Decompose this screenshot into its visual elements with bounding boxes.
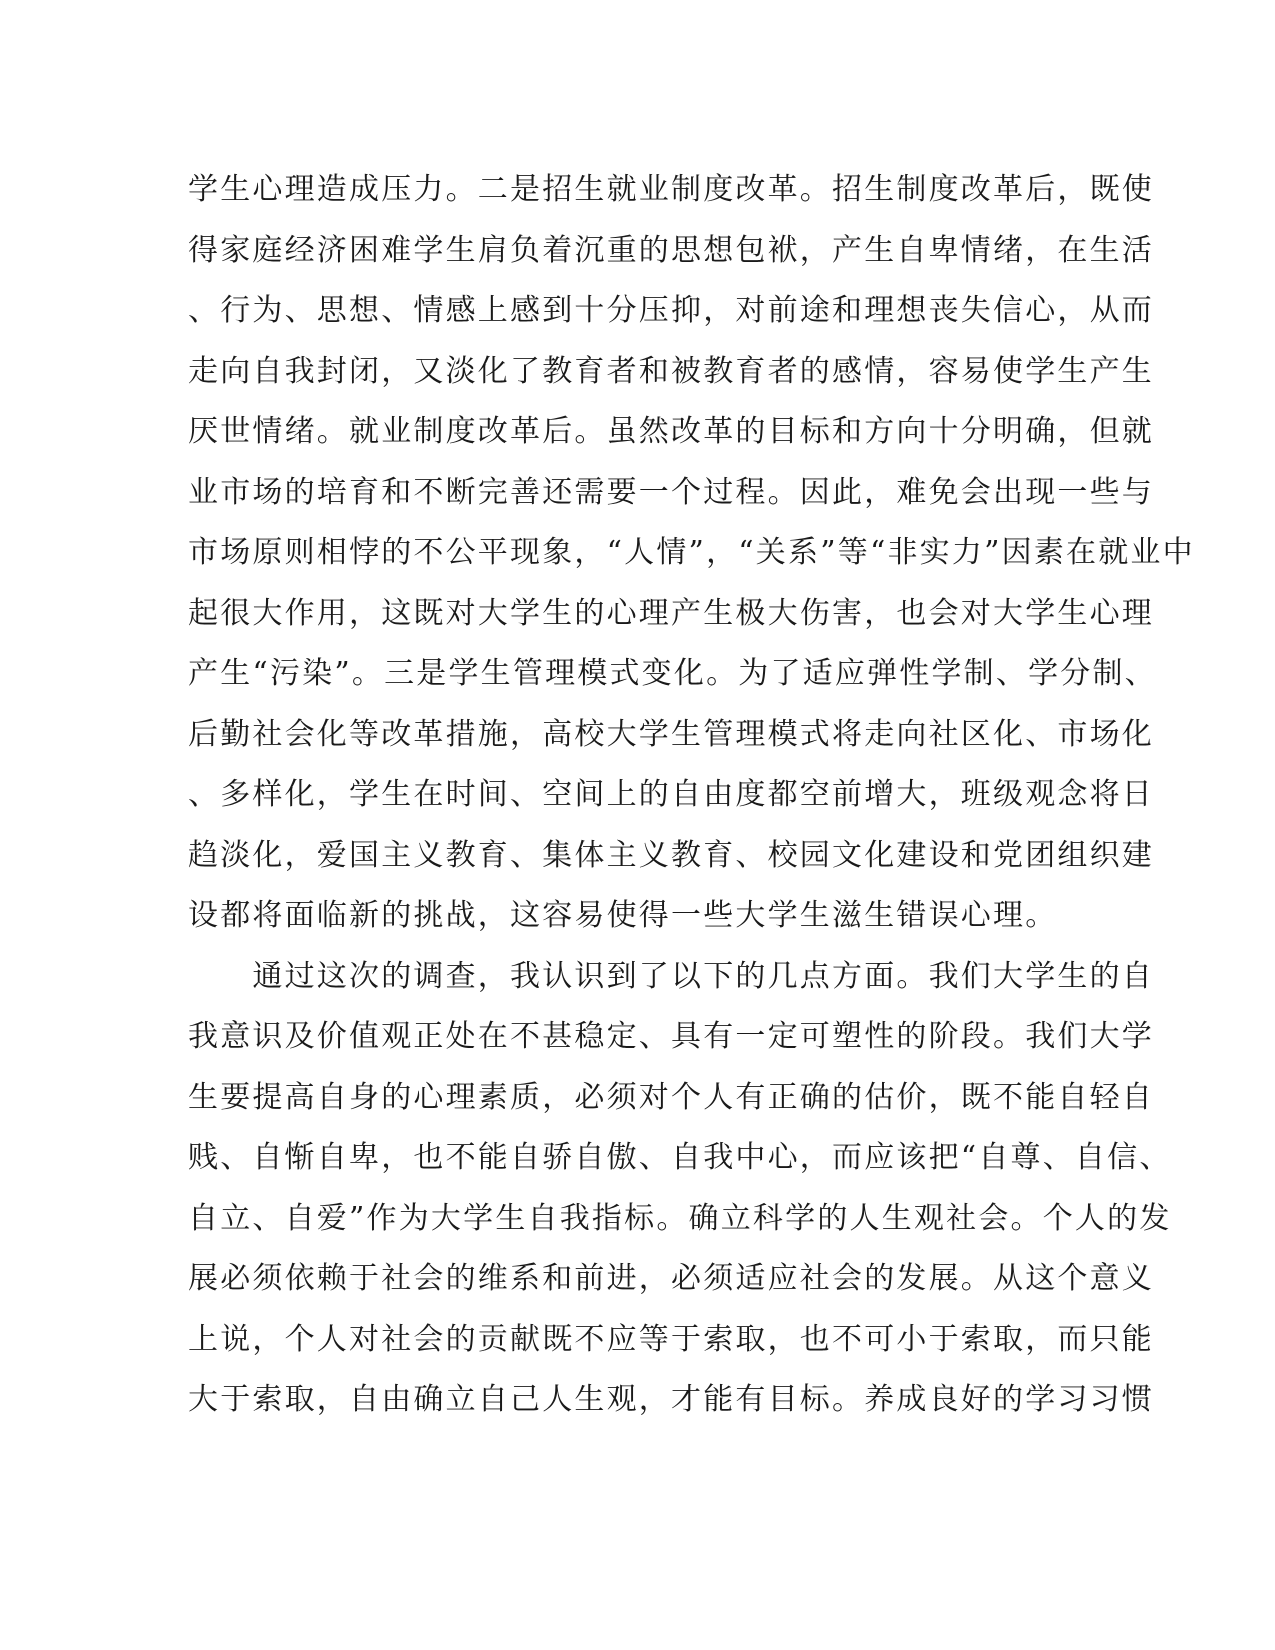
text-line: 贱、自惭自卑，也不能自骄自傲、自我中心，而应该把“自尊、自信、 (188, 1140, 1172, 1175)
text-line: 生要提高自身的心理素质，必须对个人有正确的估价，既不能自轻自 (188, 1079, 1154, 1115)
text-line: 业市场的培育和不断完善还需要一个过程。因此，难免会出现一些与 (188, 474, 1154, 510)
text-line: 厌世情绪。就业制度改革后。虽然改革的目标和方向十分明确，但就 (188, 414, 1154, 449)
text-line: 大于索取，自由确立自己人生观，才能有目标。养成良好的学习习惯 (188, 1382, 1154, 1417)
text-line: 后勤社会化等改革措施，高校大学生管理模式将走向社区化、市场化 (188, 716, 1154, 752)
text-line: 展必须依赖于社会的维系和前进，必须适应社会的发展。从这个意义 (188, 1261, 1154, 1296)
text-line: 学生心理造成压力。二是招生就业制度改革。招生制度改革后，既使 (188, 172, 1154, 207)
text-line: 产生“污染”。三是学生管理模式变化。为了适应弹性学制、学分制、 (188, 656, 1157, 691)
text-line: 设都将面临新的挑战，这容易使得一些大学生滋生错误心理。 (188, 898, 1058, 933)
body-text (188, 160, 1195, 1431)
text-line: 、行为、思想、情感上感到十分压抑，对前途和理想丧失信心，从而 (188, 293, 1154, 328)
text-line: 趋淡化，爱国主义教育、集体主义教育、校园文化建设和党团组织建 (188, 837, 1154, 873)
text-line: 我意识及价值观正处在不甚稳定、具有一定可塑性的阶段。我们大学 (188, 1019, 1154, 1054)
text-line: 得家庭经济困难学生肩负着沉重的思想包袱，产生自卑情绪，在生活 (188, 232, 1154, 268)
text-line: 起很大作用，这既对大学生的心理产生极大伤害，也会对大学生心理 (188, 595, 1154, 631)
text-line: 上说，个人对社会的贡献既不应等于索取，也不可小于索取，而只能 (188, 1321, 1154, 1357)
text-line: 走向自我封闭，又淡化了教育者和被教育者的感情，容易使学生产生 (188, 353, 1154, 389)
text-line: 自立、自爱”作为大学生自我指标。确立科学的人生观社会。个人的发 (188, 1200, 1172, 1236)
text-line: 市场原则相悖的不公平现象，“人情”，“关系”等“非实力”因素在就业中 (188, 535, 1195, 570)
text-line: 、多样化，学生在时间、空间上的自由度都空前增大，班级观念将日 (188, 777, 1154, 812)
text-line: 通过这次的调查，我认识到了以下的几点方面。我们大学生的自 (188, 958, 1154, 994)
